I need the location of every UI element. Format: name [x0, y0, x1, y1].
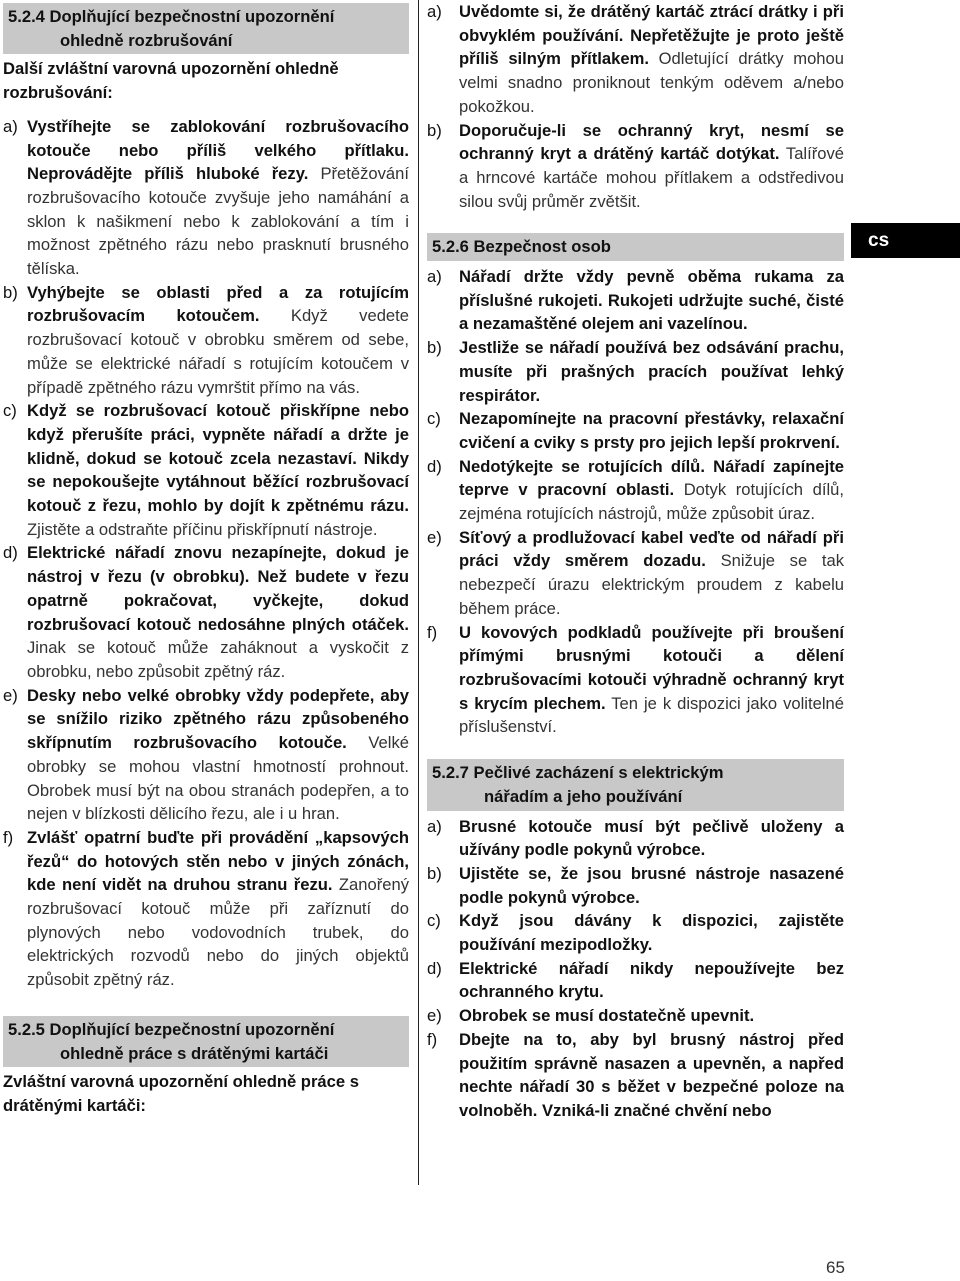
- column-divider: [418, 0, 419, 1185]
- list-item: [427, 0, 844, 119]
- item-label: d): [427, 456, 442, 476]
- section-heading-5-2-4: [3, 3, 409, 54]
- list-item: [3, 115, 409, 281]
- item-bold-text: Síťový a prodlužovací kabel veďte od nářadí při práci vždy směrem dozadu.: [459, 527, 844, 571]
- item-plain-text: Přetěžování rozbrušovacího kotouče zvyšuje jeho namáhání a sklon k našikmení nebo k zablokování a tím i možnost zpětného rázu nebo prasknutí brusného tělíska.: [27, 164, 409, 279]
- item-label: a): [3, 116, 18, 136]
- language-tab: cs: [851, 223, 960, 258]
- page-number: 65: [826, 1258, 845, 1277]
- item-bold-text: Když se rozbrušovací kotouč přiskřípne nebo když přerušíte práci, vypněte nářadí a držte je klidně, dokud se kotouč zcela nezastaví. Nikdy se nepokoušejte vytáhnout běžící rozbrušovací kotouč z řezu, mohlo by dojít k zpětnému rázu.: [27, 401, 409, 516]
- item-plain-text: Když vedete rozbrušovací kotouč v obrobku směrem od sebe, může se elektrické nářadí s rotujícím kotoučem v případě zpětného rázu vymrštit přímo na vás.: [27, 306, 410, 397]
- heading-line: ohledně práce s drátěnými kartáči: [60, 1043, 329, 1063]
- item-label: f): [427, 1029, 438, 1049]
- instruction-list: [427, 815, 844, 1123]
- item-bold-text: Nedotýkejte se rotujících dílů. Nářadí zapínejte teprve v pracovní oblasti.: [459, 456, 844, 500]
- heading-line: nářadím a jeho používání: [484, 786, 683, 806]
- item-bold-text: Ujistěte se, že jsou brusné nástroje nasazené podle pokynů výrobce.: [459, 863, 844, 907]
- list-item: [427, 526, 844, 621]
- item-label: a): [427, 816, 442, 836]
- item-text: [459, 526, 844, 621]
- instruction-list: [3, 115, 409, 992]
- item-label: f): [3, 827, 14, 847]
- item-text: [459, 455, 844, 526]
- item-text: [459, 1004, 844, 1028]
- item-bold-text: Dbejte na to, aby byl brusný nástroj před použitím správně nasazen a upevněn, a napřed nechte nářadí 30 s běžet v bezpečné poloze na volnoběh. Vzniká-li značné chvění nebo: [459, 1029, 844, 1120]
- item-bold-text: Vystříhejte se zablokování rozbrušovacího kotouče nebo příliš velkého přítlaku. Neprovádějte příliš hluboké řezy.: [27, 116, 409, 184]
- item-text: [459, 815, 844, 862]
- item-text: [459, 119, 844, 214]
- item-label: d): [427, 958, 442, 978]
- item-text: [459, 909, 844, 956]
- right-column: [427, 0, 844, 1123]
- item-label: b): [427, 863, 442, 883]
- item-bold-text: Elektrické nářadí nikdy nepoužívejte bez ochranného krytu.: [459, 958, 844, 1002]
- item-text: [459, 862, 844, 909]
- item-bold-text: Nářadí držte vždy pevně oběma rukama za příslušné rukojeti. Rukojeti udržujte suché, čisté a nezamaštěné olejem ani vazelínou.: [459, 267, 844, 334]
- item-label: b): [427, 120, 442, 140]
- list-item: [427, 119, 844, 214]
- item-text: [459, 0, 844, 119]
- list-item: [427, 621, 844, 740]
- item-bold-text: Nezapomínejte na pracovní přestávky, relaxační cvičení a cviky s prsty pro jejich lepší prokrvení.: [459, 409, 844, 452]
- instruction-list: [427, 265, 844, 739]
- item-text: [459, 336, 844, 407]
- item-text: [459, 957, 844, 1004]
- list-item: [3, 399, 409, 541]
- item-bold-text: Obrobek se musí dostatečně upevnit.: [459, 1006, 755, 1026]
- item-plain-text: Zjistěte a odstraňte příčinu přiskřípnutí nástroje.: [27, 519, 378, 539]
- section-heading-5-2-6: [427, 233, 844, 261]
- heading-line: ohledně rozbrušování: [60, 30, 233, 50]
- section-heading-5-2-5: [3, 1016, 409, 1067]
- heading-line: 5.2.7 Pečlivé zacházení s elektrickým: [432, 763, 724, 783]
- item-plain-text: Talířové a hrncové kartáče mohou přítlakem a odstředivou silou svůj průměr zvětšit.: [459, 144, 844, 211]
- item-label: c): [427, 911, 441, 931]
- list-item: [427, 815, 844, 862]
- list-item: [427, 909, 844, 956]
- item-bold-text: Zvlášť opatrní buďte při provádění „kapsových řezů“ do hotových stěn nebo v jiných zónách, kde není vidět na druhou stranu řezu.: [27, 827, 409, 895]
- item-plain-text: Jinak se kotouč může zaháknout a vyskočit z obrobku, nebo způsobit zpětný ráz.: [27, 638, 409, 681]
- left-column: [3, 0, 409, 1128]
- item-text: [27, 399, 409, 541]
- list-item: [427, 407, 844, 454]
- item-label: b): [427, 338, 442, 358]
- item-text: [27, 684, 409, 826]
- item-label: e): [427, 527, 442, 547]
- section-heading-5-2-7: [427, 759, 844, 810]
- item-bold-text: Jestliže se nářadí používá bez odsávání prachu, musíte při prašných pracích používat lehký respirátor.: [459, 338, 844, 405]
- item-label: c): [3, 401, 17, 421]
- item-bold-text: Brusné kotouče musí být pečlivě uloženy a užívány podle pokynů výrobce.: [459, 816, 844, 860]
- item-text: [459, 265, 844, 336]
- item-text: [459, 1028, 844, 1123]
- item-plain-text: Zanořený rozbrušovací kotouč může při zaříznutí do plynových nebo vodovodních trubek, do elektrických rozvodů nebo do jiných objektů způsobit zpětný ráz.: [27, 875, 409, 990]
- heading-line: 5.2.5 Doplňující bezpečnostní upozornění: [8, 1019, 335, 1039]
- item-plain-text: Snižuje se tak nebezpečí úrazu elektrickým proudem z kabelu během práce.: [459, 551, 845, 618]
- item-text: [459, 621, 844, 740]
- item-bold-text: Když jsou dávány k dispozici, zajistěte používání mezipodložky.: [459, 911, 844, 955]
- list-item: [3, 541, 409, 683]
- item-bold-text: Doporučuje-li se ochranný kryt, nesmí se ochranný kryt a drátěný kartáč dotýkat.: [459, 120, 844, 164]
- list-item: [427, 455, 844, 526]
- heading-line: 5.2.6 Bezpečnost osob: [432, 237, 611, 257]
- list-item: [427, 1028, 844, 1123]
- instruction-list: [427, 0, 844, 213]
- list-item: [427, 1004, 844, 1028]
- item-plain-text: Velké obrobky se mohou vlastní hmotností prohnout. Obrobek musí být na obou stranách podepřen, a to nejen v blízkosti dělicího řezu, ale i u hran.: [27, 733, 409, 824]
- item-text: [27, 281, 409, 400]
- list-item: [427, 957, 844, 1004]
- item-bold-text: U kovových podkladů používejte při broušení přímými brusnými kotouči a dělení rozbrušovacími kotouči výhradně ochranný kryt s krycím plechem.: [459, 622, 844, 713]
- item-plain-text: Ten je k dispozici jako volitelné příslušenství.: [459, 693, 844, 737]
- item-label: c): [427, 409, 441, 429]
- item-plain-text: Dotyk rotujících dílů, zejména rotujících nástrojů, může způsobit úraz.: [459, 480, 844, 524]
- item-label: e): [3, 685, 18, 705]
- item-label: b): [3, 282, 18, 302]
- item-text: [459, 407, 844, 454]
- item-bold-text: Elektrické nářadí znovu nezapínejte, dokud je nástroj v řezu (v obrobku). Než budete v řezu opatrně pokračovat, vyčkejte, dokud rozbrušovací kotouč nedosáhne plných otáček.: [27, 543, 409, 634]
- item-bold-text: Vyhýbejte se oblasti před a za rotujícím rozbrušovacím kotoučem.: [27, 282, 409, 326]
- item-text: [27, 541, 409, 683]
- list-item: [427, 265, 844, 336]
- item-label: a): [427, 267, 442, 287]
- section-intro: Další zvláštní varovná upozornění ohledně rozbrušování:: [3, 59, 339, 103]
- item-label: a): [427, 2, 442, 21]
- item-bold-text: Uvědomte si, že drátěný kartáč ztrácí drátky i při obvyklém používání. Nepřetěžujte je proto ještě příliš silným přítlakem.: [459, 2, 844, 69]
- list-item: [427, 862, 844, 909]
- item-label: f): [427, 622, 438, 642]
- list-item: [427, 336, 844, 407]
- list-item: [3, 281, 409, 400]
- item-text: [27, 115, 409, 281]
- list-item: [3, 684, 409, 826]
- section-intro: Zvláštní varovná upozornění ohledně práce s drátěnými kartáči:: [3, 1072, 359, 1115]
- item-label: e): [427, 1006, 442, 1026]
- list-item: [3, 826, 409, 992]
- item-bold-text: Desky nebo velké obrobky vždy podepřete, aby se snížilo riziko zpětného rázu způsobeného skřípnutím rozbrušovacího kotouče.: [27, 685, 409, 753]
- item-text: [27, 826, 409, 992]
- item-plain-text: Odletující drátky mohou velmi snadno proniknout tenkým oděvem a/nebo pokožkou.: [459, 49, 844, 116]
- heading-line: 5.2.4 Doplňující bezpečnostní upozornění: [8, 7, 335, 26]
- item-label: d): [3, 543, 18, 563]
